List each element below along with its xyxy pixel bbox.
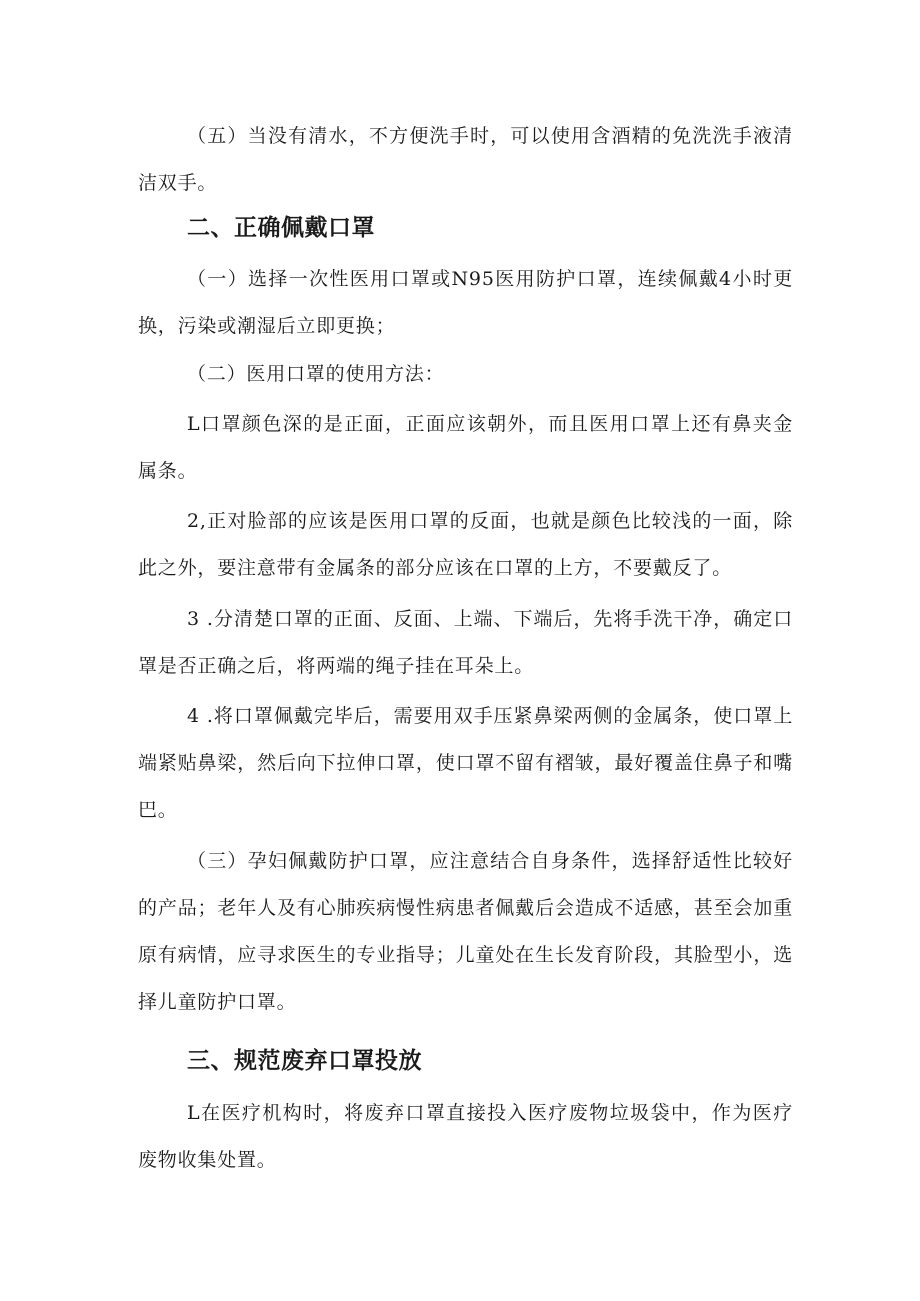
section-heading-mask-disposal: 三、规范废弃口罩投放 (187, 1048, 422, 1074)
paragraph-disposal-1: L在医疗机构时，将废弃口罩直接投入医疗废物垃圾袋中，作为医疗废物收集处置。 (138, 1102, 793, 1171)
paragraph-mask-1: （一）选择一次性医用口罩或N95医用防护口罩，连续佩戴4小时更换，污染或潮湿后立即更换； (138, 268, 793, 337)
paragraph-mask-2: （二）医用口罩的使用方法： (187, 363, 445, 385)
paragraph-mask-step-3: 3 .分清楚口罩的正面、反面、上端、下端后，先将手洗干净，确定口罩是否正确之后，将两端的绳子挂在耳朵上。 (138, 608, 793, 677)
section-heading-mask-wearing: 二、正确佩戴口罩 (187, 215, 375, 241)
paragraph-mask-step-1: L口罩颜色深的是正面，正面应该朝外，而且医用口罩上还有鼻夹金属条。 (138, 413, 793, 482)
paragraph-mask-step-2: 2,正对脸部的应该是医用口罩的反面，也就是颜色比较浅的一面，除此之外，要注意带有金属条的部分应该在口罩的上方，不要戴反了。 (138, 510, 793, 579)
paragraph-mask-step-4: 4 .将口罩佩戴完毕后，需要用双手压紧鼻梁两侧的金属条，使口罩上端紧贴鼻梁，然后向下拉伸口罩，使口罩不留有褶皱，最好覆盖住鼻子和嘴巴。 (138, 705, 793, 821)
paragraph-handwashing-5: （五）当没有清水，不方便洗手时，可以使用含酒精的免洗洗手液清洁双手。 (138, 125, 793, 194)
paragraph-mask-3: （三）孕妇佩戴防护口罩，应注意结合自身条件，选择舒适性比较好的产品；老年人及有心肺疾病慢性病患者佩戴后会造成不适感，甚至会加重原有病情，应寻求医生的专业指导；儿童处在生长发育阶段，其脸型小，选择儿童防护口罩。 (138, 850, 793, 1013)
